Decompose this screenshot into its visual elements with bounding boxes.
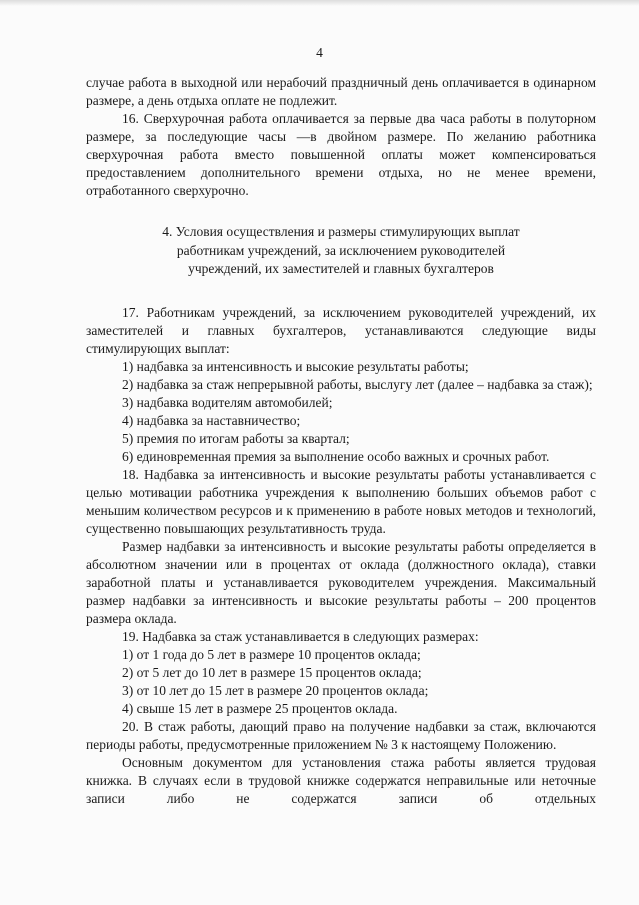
paragraph: 3) надбавка водителям автомобилей;: [122, 394, 333, 410]
scan-edge-shadow: [0, 0, 639, 6]
paragraph: 6) единовременная премия за выполнение особо важных и срочных работ.: [122, 448, 550, 464]
paragraph: 4) надбавка за наставничество;: [122, 412, 301, 428]
paragraph: Основным документом для установления стажа работы является трудовая книжка. В случаях если в трудовой книжке содержатся неправильные или неточные записи либо не содержатся записи об отдельных: [86, 754, 596, 806]
paragraph: 5) премия по итогам работы за квартал;: [122, 430, 350, 446]
paragraph: 2) надбавка за стаж непрерывной работы, выслугу лет (далее – надбавка за стаж);: [122, 376, 593, 392]
paragraph: 18. Надбавка за интенсивность и высокие результаты работы устанавливается с целью мотивации работника учреждения к выполнению больших объемов работ с меньшим количеством ресурсов и к применению в работе новых методов и технологий, существенно повышающих результативность труда.: [86, 466, 596, 536]
document-body: [86, 74, 596, 808]
paragraph: 16. Сверхурочная работа оплачивается за первые два часа работы в полуторном размере, за последующие часы —в двойном размере. По желанию работника сверхурочная работа вместо повышенной оплаты может компенсироваться предоставлением дополнительного времени отдыха, но не менее времени, отработанного сверхурочно.: [86, 111, 596, 198]
paragraph: 19. Надбавка за стаж устанавливается в следующих размерах:: [122, 628, 479, 644]
section-heading: [86, 223, 596, 279]
paragraph: Размер надбавки за интенсивность и высокие результаты работы определяется в абсолютном значении или в процентах от оклада (должностного оклада), ставки заработной платы и устанавливается руководителем учреждения. Максимальный размер надбавки за интенсивность и высокие результаты работы – 200 процентов размера оклада.: [86, 538, 596, 626]
paragraph: случае работа в выходной или нерабочий праздничный день оплачивается в одинарном размере, а день отдыха оплате не подлежит.: [86, 75, 596, 108]
section-heading-line-2: работникам учреждений, за исключением руководителей: [176, 242, 506, 258]
paragraph: 4) свыше 15 лет в размере 25 процентов оклада.: [122, 700, 398, 716]
page-number: 4: [316, 45, 323, 60]
paragraphs-top: [86, 74, 596, 200]
section-heading-line-1: 4. Условия осуществления и размеры стимулирующих выплат: [162, 224, 520, 239]
paragraph: 3) от 10 лет до 15 лет в размере 20 процентов оклада;: [122, 682, 429, 698]
paragraph: 20. В стаж работы, дающий право на получение надбавки за стаж, включаются периоды работы, предусмотренные приложением № 3 к настоящему Положению.: [86, 718, 596, 752]
paragraph: 17. Работникам учреждений, за исключением руководителей учреждений, их заместителей и главных бухгалтеров, устанавливаются следующие виды стимулирующих выплат:: [86, 304, 596, 356]
section-heading-line-3: учреждений, их заместителей и главных бухгалтеров: [188, 261, 494, 276]
paragraph: 1) надбавка за интенсивность и высокие результаты работы;: [122, 358, 469, 374]
paragraph: 2) от 5 лет до 10 лет в размере 15 процентов оклада;: [122, 664, 422, 680]
paragraph: 1) от 1 года до 5 лет в размере 10 процентов оклада;: [122, 646, 421, 662]
paragraphs-bottom: [86, 304, 596, 808]
